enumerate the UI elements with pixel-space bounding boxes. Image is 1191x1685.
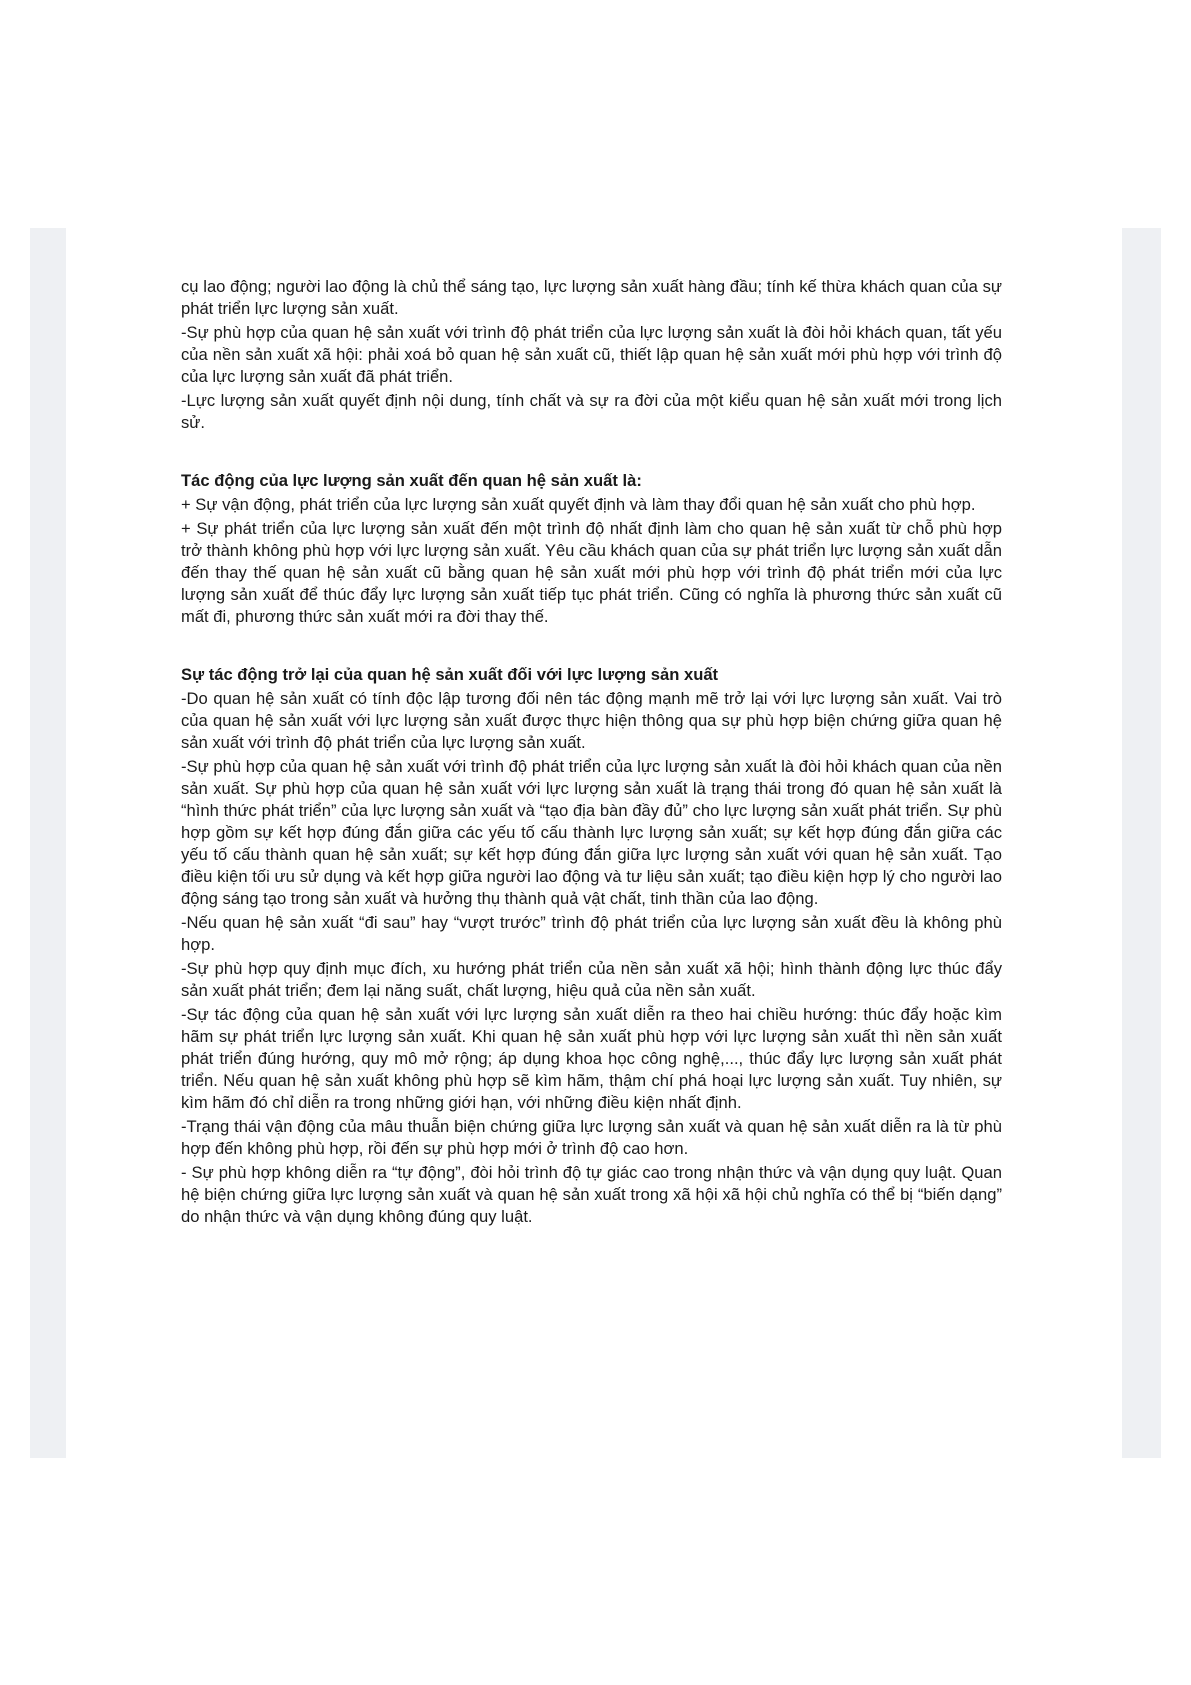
section2-paragraph-1: -Do quan hệ sản xuất có tính độc lập tương đối nên tác động mạnh mẽ trở lại với lực lượng sản xuất. Vai trò của quan hệ sản xuất với lực lượng sản xuất được thực hiện thông qua sự phù hợp biện chứng giữa quan hệ sản xuất với trình độ phát triển của lực lượng sản xuất.	[181, 689, 1002, 752]
paragraph-intro-2: -Sự phù hợp của quan hệ sản xuất với trình độ phát triển của lực lượng sản xuất là đòi hỏi khách quan, tất yếu của nền sản xuất xã hội: phải xoá bỏ quan hệ sản xuất cũ, thiết lập quan hệ sản xuất mới phù hợp với trình độ của lực lượng sản xuất đã phát triển.	[181, 323, 1002, 386]
section-heading-2: Sự tác động trở lại của quan hệ sản xuất đối với lực lượng sản xuất	[181, 665, 719, 684]
section-heading-1: Tác động của lực lượng sản xuất đến quan hệ sản xuất là:	[181, 471, 642, 490]
paragraph-intro-3: -Lực lượng sản xuất quyết định nội dung, tính chất và sự ra đời của một kiểu quan hệ sản xuất mới trong lịch sử.	[181, 391, 1002, 432]
section2-paragraph-2: -Sự phù hợp của quan hệ sản xuất với trình độ phát triển của lực lượng sản xuất là đòi hỏi khách quan của nền sản xuất. Sự phù hợp của quan hệ sản xuất với lực lượng sản xuất là trạng thái trong đó quan hệ sản xuất là “hình thức phát triển” của lực lượng sản xuất và “tạo địa bàn đầy đủ” cho lực lượng sản xuất phát triển. Sự phù hợp gồm sự kết hợp đúng đắn giữa các yếu tố cấu thành lực lượng sản xuất; sự kết hợp đúng đắn giữa các yếu tố cấu thành quan hệ sản xuất; sự kết hợp đúng đắn giữa lực lượng sản xuất với quan hệ sản xuất. Tạo điều kiện tối ưu sử dụng và kết hợp giữa người lao động và tư liệu sản xuất; tạo điều kiện hợp lý cho người lao động sáng tạo trong sản xuất và hưởng thụ thành quả vật chất, tinh thần của lao động.	[181, 757, 1002, 908]
document-page	[66, 228, 1122, 1458]
section1-paragraph-2: + Sự phát triển của lực lượng sản xuất đến một trình độ nhất định làm cho quan hệ sản xuất từ chỗ phù hợp trở thành không phù hợp với lực lượng sản xuất. Yêu cầu khách quan của sự phát triển lực lượng sản xuất dẫn đến thay thế quan hệ sản xuất cũ bằng quan hệ sản xuất mới phù hợp với trình độ phát triển mới của lực lượng sản xuất để thúc đẩy lực lượng sản xuất tiếp tục phát triển. Cũng có nghĩa là phương thức sản xuất cũ mất đi, phương thức sản xuất mới ra đời thay thế.	[181, 519, 1002, 626]
section2-paragraph-5: -Sự tác động của quan hệ sản xuất với lực lượng sản xuất diễn ra theo hai chiều hướng: thúc đẩy hoặc kìm hãm sự phát triển lực lượng sản xuất. Khi quan hệ sản xuất phù hợp với lực lượng sản xuất thì nền sản xuất phát triển đúng hướng, quy mô mở rộng; áp dụng khoa học công nghệ,..., thúc đẩy lực lượng sản xuất phát triển. Nếu quan hệ sản xuất không phù hợp sẽ kìm hãm, thậm chí phá hoại lực lượng sản xuất. Tuy nhiên, sự kìm hãm đó chỉ diễn ra trong những giới hạn, với những điều kiện nhất định.	[181, 1005, 1002, 1112]
document-viewer	[30, 228, 1161, 1458]
page-content	[181, 276, 1002, 1228]
section2-paragraph-6: -Trạng thái vận động của mâu thuẫn biện chứng giữa lực lượng sản xuất và quan hệ sản xuất diễn ra là từ phù hợp đến không phù hợp, rồi đến sự phù hợp mới ở trình độ cao hơn.	[181, 1117, 1002, 1158]
section2-paragraph-3: -Nếu quan hệ sản xuất “đi sau” hay “vượt trước” trình độ phát triển của lực lượng sản xuất đều là không phù hợp.	[181, 913, 1002, 954]
section1-paragraph-1: + Sự vận động, phát triển của lực lượng sản xuất quyết định và làm thay đổi quan hệ sản xuất cho phù hợp.	[181, 495, 976, 514]
section2-paragraph-4: -Sự phù hợp quy định mục đích, xu hướng phát triển của nền sản xuất xã hội; hình thành động lực thúc đẩy sản xuất phát triển; đem lại năng suất, chất lượng, hiệu quả của nền sản xuất.	[181, 959, 1002, 1000]
paragraph-intro-1: cụ lao động; người lao động là chủ thể sáng tạo, lực lượng sản xuất hàng đầu; tính kế thừa khách quan của sự phát triển lực lượng sản xuất.	[181, 277, 1002, 318]
section2-paragraph-7: - Sự phù hợp không diễn ra “tự động”, đòi hỏi trình độ tự giác cao trong nhận thức và vận dụng quy luật. Quan hệ biện chứng giữa lực lượng sản xuất và quan hệ sản xuất trong xã hội xã hội chủ nghĩa có thể bị “biến dạng” do nhận thức và vận dụng không đúng quy luật.	[181, 1163, 1002, 1226]
